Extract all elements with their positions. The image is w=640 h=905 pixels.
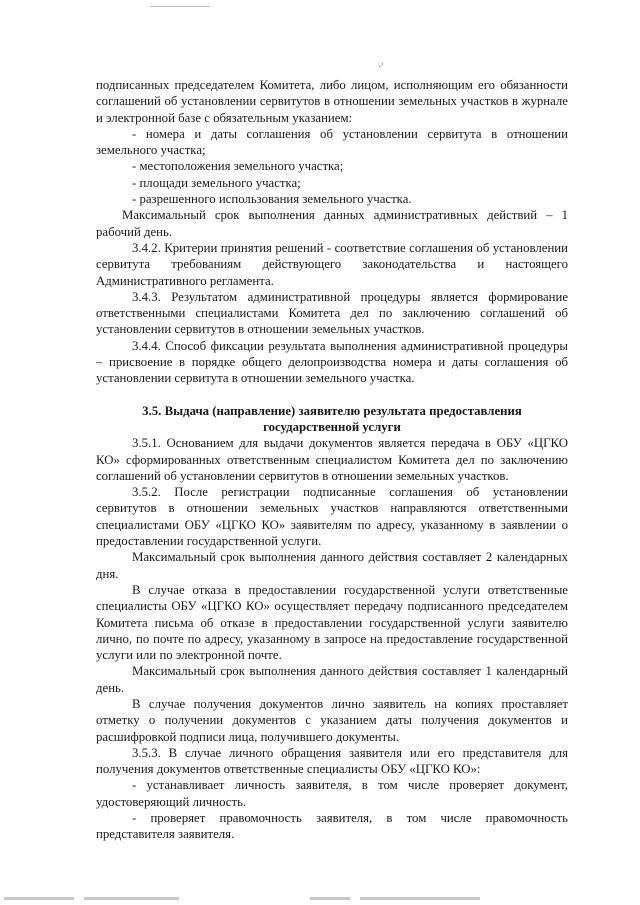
section-heading-line2: государственной услуги [263,419,401,434]
list-item: - местоположения земельного участка; [132,159,344,174]
section-heading: 3.5. Выдача (направление) заявителю результата предоставления [142,403,522,418]
document-body [96,77,568,843]
paragraph: 3.4.3. Результатом административной процедуры является формирование ответственными специалистами Комитета дел по заключению соглашений об установлении сервитутов в отношении земельных участков. [96,289,568,337]
list-item: - устанавливает личность заявителя, в том числе проверяет документ, удостоверяющий личность. [96,778,568,809]
paragraph: Максимальный срок выполнения данных административных действий – 1 рабочий день. [96,208,568,239]
paragraph: В случае получения документов лично заявитель на копиях проставляет отметку о получении документов с указанием даты получения документов и расшифровкой подписи лица, получившего документы. [96,696,568,744]
list-item: - номера и даты соглашения об установлении сервитута в отношении земельного участка; [96,126,568,158]
paragraph: 3.5.1. Основанием для выдачи документов является передача в ОБУ «ЦГКО КО» сформированных ответственным специалистом Комитета дел по заключению соглашений об установлении сервитутов в отношении земельных участков. [96,436,568,483]
paragraph: подписанных председателем Комитета, либо лицом, исполняющим его обязанности соглашений об установлении сервитутов в отношении земельных участков в журнале и электронной базе с обязательным указанием: [96,78,568,125]
scan-mark: ·' [378,62,384,73]
scan-edge-line [150,6,210,7]
paragraph: Максимальный срок выполнения данного действия составляет 1 календарный день. [96,664,568,695]
paragraph: 3.4.4. Способ фиксации результата выполнения административной процедуры – присвоение в порядке общего делопроизводства номера и даты соглашения об установлении сервитута в отношении земельного участка. [96,338,568,386]
scan-footer-artifact [0,893,640,905]
paragraph: Максимальный срок выполнения данного действия составляет 2 календарных дня. [96,550,568,581]
paragraph: 3.4.2. Критерии принятия решений - соответствие соглашения об установлении сервитута требованиям действующего законодательства и настоящего Административного регламента. [96,240,568,288]
list-item: - разрешенного использования земельного участка. [132,192,412,207]
paragraph: В случае отказа в предоставлении государственной услуги ответственные специалисты ОБУ «ЦГКО КО» осуществляет передачу подписанного председателем Комитета письма об отказе в предоставлении государственной услуги заявителю лично, по почте по адресу, указанному в запросе на предоставление государственной услуги или по электронной почте. [96,582,568,663]
paragraph: 3.5.3. В случае личного обращения заявителя или его представителя для получения документов ответственные специалисты ОБУ «ЦГКО КО»: [96,745,568,777]
list-item: - проверяет правомочность заявителя, в том числе правомочность представителя заявителя. [96,811,568,842]
list-item: - площади земельного участка; [132,175,301,190]
paragraph: 3.5.2. После регистрации подписанные соглашения об установлении сервитутов в отношении земельных участков направляются ответственными специалистами ОБУ «ЦГКО КО» заявителям по адресу, указанному в заявлении о предоставлении государственной услуги. [96,485,568,549]
